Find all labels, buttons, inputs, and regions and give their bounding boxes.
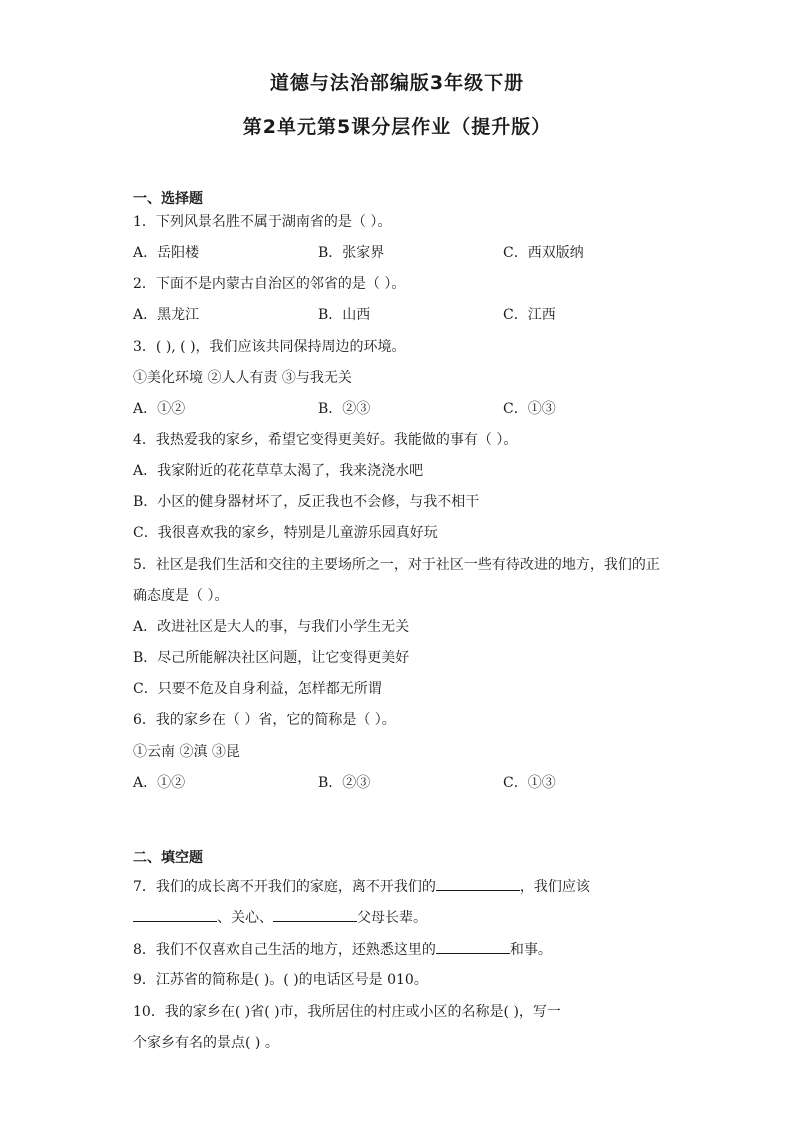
question-10-line1: 10．我的家乡在( )省( )市，我所居住的村庄或小区的名称是( )，写一 [133,1004,561,1020]
question-4: 4．我热爱我的家乡，希望它变得更美好。我能做的事有（ ）。 [133,432,518,448]
q1-option-c: C．西双版纳 [503,245,584,261]
q6-option-b: B．②③ [318,775,371,791]
q3-option-c: C．①③ [503,401,556,417]
q6-items: ①云南 ②滇 ③昆 [133,744,240,760]
q2-option-b: B．山西 [318,307,371,323]
q5-option-a: A．改进社区是大人的事，与我们小学生无关 [133,619,410,635]
q6-option-c: C．①③ [503,775,556,791]
section-choice-heading: 一、选择题 [133,191,203,207]
question-7-line1 [133,876,590,897]
q7-text-4: 父母长辈。 [357,910,427,926]
q5-option-c: C．只要不危及自身利益，怎样都无所谓 [133,681,382,697]
question-10-line2: 个家乡有名的景点( ) 。 [133,1035,279,1051]
q1-option-b: B．张家界 [318,245,385,261]
q1-option-a: A．岳阳楼 [133,245,200,261]
question-9: 9．江苏省的简称是( )。( )的电话区号是 010。 [133,972,428,988]
q7-text-1: 7．我们的成长离不开我们的家庭，离不开我们的 [133,879,436,895]
q6-option-a: A．①② [133,775,186,791]
q7-text-2: ，我们应该 [519,879,590,895]
question-8 [133,939,552,960]
q3-option-b: B．②③ [318,401,371,417]
q2-option-a: A．黑龙江 [133,307,200,323]
page-subtitle: 第2单元第5课分层作业（提升版） [242,116,552,138]
q3-items: ①美化环境 ②人人有责 ③与我无关 [133,370,352,386]
q7-blank-1 [436,876,520,891]
q4-option-b: B．小区的健身器材坏了，反正我也不会修，与我不相干 [133,494,480,510]
q7-text-3: 、关心、 [217,910,273,926]
question-7-line2 [133,907,427,928]
question-5-line2: 确态度是（ ）。 [133,588,229,604]
q8-blank [436,939,510,954]
q2-option-c: C．江西 [503,307,556,323]
q7-blank-2 [133,907,217,922]
page-title: 道德与法治部编版3年级下册 [269,72,525,94]
q8-text-2: 和事。 [509,942,552,958]
question-5-line1: 5．社区是我们生活和交往的主要场所之一，对于社区一些有待改进的地方，我们的正 [133,557,660,573]
q4-option-c: C．我很喜欢我的家乡，特别是儿童游乐园真好玩 [133,525,438,541]
question-2: 2．下面不是内蒙古自治区的邻省的是（ ）。 [133,276,406,292]
q4-option-a: A．我家附近的花花草草太渴了，我来浇浇水吧 [133,463,424,479]
question-1: 1．下列风景名胜不属于湖南省的是（ ）。 [133,214,392,230]
question-3: 3．( ), ( )，我们应该共同保持周边的环境。 [133,339,406,355]
section-fill-heading: 二、填空题 [133,850,203,866]
q3-option-a: A．①② [133,401,186,417]
question-6: 6．我的家乡在（ ）省，它的简称是（ ）。 [133,712,396,728]
q7-blank-3 [273,907,357,922]
q5-option-b: B．尽己所能解决社区问题，让它变得更美好 [133,650,410,666]
q8-text-1: 8．我们不仅喜欢自己生活的地方，还熟悉这里的 [133,942,436,958]
